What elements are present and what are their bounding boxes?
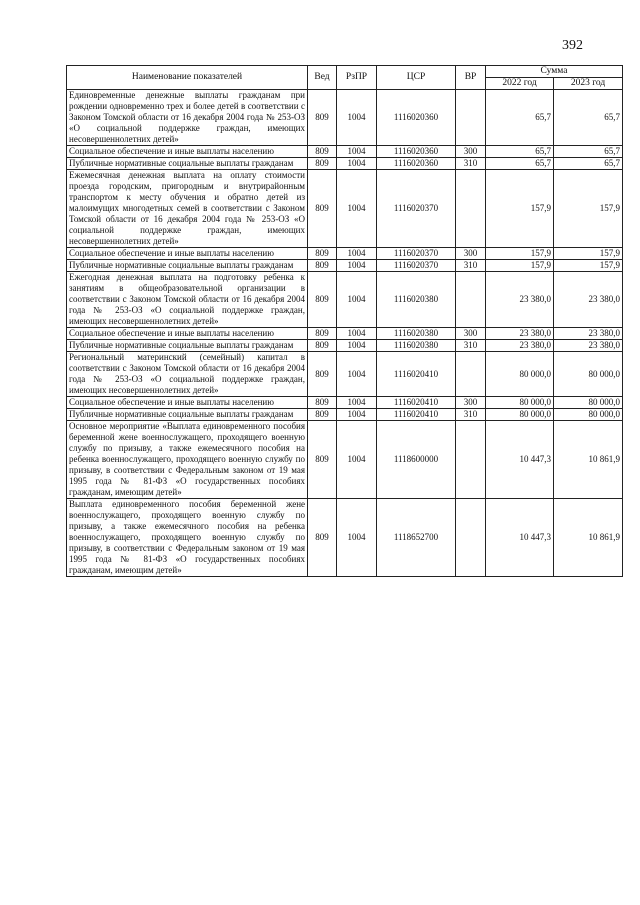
table-row bbox=[67, 397, 623, 409]
row-name-cell: Социальное обеспечение и иные выплаты населению bbox=[67, 397, 308, 409]
row-vr-cell: 300 bbox=[456, 397, 486, 409]
row-rzpr-cell: 1004 bbox=[337, 260, 377, 272]
header-ved: Вед bbox=[308, 66, 337, 90]
row-csr-cell: 1116020380 bbox=[377, 272, 456, 328]
row-sum-2022-cell: 23 380,0 bbox=[486, 340, 554, 352]
row-ved-cell: 809 bbox=[308, 260, 337, 272]
table-row bbox=[67, 90, 623, 146]
header-year-2023: 2023 год bbox=[554, 78, 623, 90]
table-row bbox=[67, 421, 623, 499]
table-row bbox=[67, 248, 623, 260]
row-ved-cell: 809 bbox=[308, 499, 337, 577]
row-vr-cell: 300 bbox=[456, 328, 486, 340]
row-sum-2023-cell: 10 861,9 bbox=[554, 499, 623, 577]
header-csr: ЦСР bbox=[377, 66, 456, 90]
row-ved-cell: 809 bbox=[308, 158, 337, 170]
row-csr-cell: 1116020360 bbox=[377, 90, 456, 146]
row-vr-cell bbox=[456, 90, 486, 146]
header-sum: Сумма bbox=[486, 66, 623, 78]
row-rzpr-cell: 1004 bbox=[337, 272, 377, 328]
row-csr-cell: 1116020380 bbox=[377, 340, 456, 352]
header-rzpr: РзПР bbox=[337, 66, 377, 90]
table-row bbox=[67, 146, 623, 158]
row-vr-cell: 300 bbox=[456, 248, 486, 260]
row-sum-2022-cell: 65,7 bbox=[486, 146, 554, 158]
row-vr-cell: 310 bbox=[456, 340, 486, 352]
row-vr-cell bbox=[456, 421, 486, 499]
row-rzpr-cell: 1004 bbox=[337, 409, 377, 421]
row-rzpr-cell: 1004 bbox=[337, 421, 377, 499]
row-vr-cell bbox=[456, 272, 486, 328]
row-rzpr-cell: 1004 bbox=[337, 397, 377, 409]
row-sum-2022-cell: 157,9 bbox=[486, 248, 554, 260]
budget-table bbox=[66, 65, 623, 577]
row-name-cell: Социальное обеспечение и иные выплаты населению bbox=[67, 248, 308, 260]
row-sum-2022-cell: 80 000,0 bbox=[486, 397, 554, 409]
row-sum-2022-cell: 65,7 bbox=[486, 90, 554, 146]
row-rzpr-cell: 1004 bbox=[337, 90, 377, 146]
table-row bbox=[67, 272, 623, 328]
row-csr-cell: 1116020370 bbox=[377, 248, 456, 260]
row-sum-2023-cell: 10 861,9 bbox=[554, 421, 623, 499]
row-vr-cell bbox=[456, 170, 486, 248]
row-ved-cell: 809 bbox=[308, 340, 337, 352]
table-row bbox=[67, 340, 623, 352]
row-rzpr-cell: 1004 bbox=[337, 248, 377, 260]
row-csr-cell: 1116020410 bbox=[377, 352, 456, 397]
row-sum-2023-cell: 65,7 bbox=[554, 158, 623, 170]
row-ved-cell: 809 bbox=[308, 90, 337, 146]
row-name-cell: Основное мероприятие «Выплата единовременного пособия беременной жене военнослужащего, проходящего военную службу по призыву, а также ежемесячного пособия на ребенка военнослужащего, проходящего военную службу по призыву, в соответствии с Федеральным законом от 19 мая 1995 года № 81-ФЗ «О государственных пособиях гражданам, имеющим детей» bbox=[67, 421, 308, 499]
row-csr-cell: 1116020370 bbox=[377, 170, 456, 248]
row-ved-cell: 809 bbox=[308, 272, 337, 328]
header-vr: ВР bbox=[456, 66, 486, 90]
row-sum-2022-cell: 65,7 bbox=[486, 158, 554, 170]
row-name-cell: Единовременные денежные выплаты гражданам при рождении одновременно трех и более детей в соответствии с Законом Томской области от 16 декабря 2004 года № 253-ОЗ «О социальной поддержке граждан, имеющих несовершеннолетних детей» bbox=[67, 90, 308, 146]
table-row bbox=[67, 499, 623, 577]
row-csr-cell: 1116020410 bbox=[377, 397, 456, 409]
row-ved-cell: 809 bbox=[308, 421, 337, 499]
row-sum-2023-cell: 23 380,0 bbox=[554, 340, 623, 352]
row-csr-cell: 1116020380 bbox=[377, 328, 456, 340]
table-body bbox=[67, 90, 623, 577]
row-name-cell: Публичные нормативные социальные выплаты гражданам bbox=[67, 158, 308, 170]
row-name-cell: Публичные нормативные социальные выплаты гражданам bbox=[67, 340, 308, 352]
row-csr-cell: 1118600000 bbox=[377, 421, 456, 499]
row-name-cell: Публичные нормативные социальные выплаты гражданам bbox=[67, 260, 308, 272]
row-sum-2023-cell: 157,9 bbox=[554, 260, 623, 272]
row-vr-cell: 310 bbox=[456, 260, 486, 272]
row-name-cell: Социальное обеспечение и иные выплаты населению bbox=[67, 146, 308, 158]
row-ved-cell: 809 bbox=[308, 409, 337, 421]
row-sum-2022-cell: 157,9 bbox=[486, 170, 554, 248]
row-sum-2022-cell: 23 380,0 bbox=[486, 272, 554, 328]
header-year-2022: 2022 год bbox=[486, 78, 554, 90]
row-csr-cell: 1118652700 bbox=[377, 499, 456, 577]
row-csr-cell: 1116020360 bbox=[377, 146, 456, 158]
row-ved-cell: 809 bbox=[308, 328, 337, 340]
row-sum-2022-cell: 80 000,0 bbox=[486, 409, 554, 421]
row-sum-2023-cell: 65,7 bbox=[554, 90, 623, 146]
row-vr-cell: 300 bbox=[456, 146, 486, 158]
row-ved-cell: 809 bbox=[308, 248, 337, 260]
row-vr-cell: 310 bbox=[456, 158, 486, 170]
row-rzpr-cell: 1004 bbox=[337, 328, 377, 340]
row-sum-2022-cell: 10 447,3 bbox=[486, 499, 554, 577]
row-name-cell: Выплата единовременного пособия беременной жене военнослужащего, проходящего военную службу по призыву, а также ежемесячного пособия на ребенка военнослужащего, проходящего военную службу по призыву, в соответствии с Федеральным законом от 19 мая 1995 года № 81-ФЗ «О государственных пособиях гражданам, имеющим детей» bbox=[67, 499, 308, 577]
table-row bbox=[67, 409, 623, 421]
row-name-cell: Социальное обеспечение и иные выплаты населению bbox=[67, 328, 308, 340]
row-sum-2023-cell: 80 000,0 bbox=[554, 397, 623, 409]
row-rzpr-cell: 1004 bbox=[337, 146, 377, 158]
row-rzpr-cell: 1004 bbox=[337, 158, 377, 170]
row-ved-cell: 809 bbox=[308, 397, 337, 409]
row-sum-2022-cell: 10 447,3 bbox=[486, 421, 554, 499]
row-sum-2023-cell: 23 380,0 bbox=[554, 328, 623, 340]
row-rzpr-cell: 1004 bbox=[337, 499, 377, 577]
table-row bbox=[67, 260, 623, 272]
row-sum-2022-cell: 80 000,0 bbox=[486, 352, 554, 397]
table-row bbox=[67, 352, 623, 397]
table-row bbox=[67, 170, 623, 248]
row-csr-cell: 1116020410 bbox=[377, 409, 456, 421]
row-name-cell: Ежемесячная денежная выплата на оплату стоимости проезда городским, пригородным и внутрирайонным транспортом к месту обучения и обратно детей из малоимущих многодетных семей в соответствии с Законом Томской области от 16 декабря 2004 года № 253-ОЗ «О социальной поддержке граждан, имеющих несовершеннолетних детей» bbox=[67, 170, 308, 248]
row-sum-2023-cell: 157,9 bbox=[554, 248, 623, 260]
row-rzpr-cell: 1004 bbox=[337, 352, 377, 397]
header-name: Наименование показателей bbox=[67, 66, 308, 90]
row-rzpr-cell: 1004 bbox=[337, 340, 377, 352]
row-ved-cell: 809 bbox=[308, 146, 337, 158]
row-rzpr-cell: 1004 bbox=[337, 170, 377, 248]
row-csr-cell: 1116020360 bbox=[377, 158, 456, 170]
row-sum-2023-cell: 157,9 bbox=[554, 170, 623, 248]
table-row bbox=[67, 328, 623, 340]
row-sum-2022-cell: 23 380,0 bbox=[486, 328, 554, 340]
row-sum-2023-cell: 80 000,0 bbox=[554, 409, 623, 421]
row-sum-2023-cell: 65,7 bbox=[554, 146, 623, 158]
row-vr-cell: 310 bbox=[456, 409, 486, 421]
row-ved-cell: 809 bbox=[308, 170, 337, 248]
row-sum-2023-cell: 23 380,0 bbox=[554, 272, 623, 328]
page-number: 392 bbox=[562, 38, 583, 53]
row-csr-cell: 1116020370 bbox=[377, 260, 456, 272]
row-name-cell: Ежегодная денежная выплата на подготовку ребенка к занятиям в общеобразовательной организации в соответствии с Законом Томской области от 16 декабря 2004 года № 253-ОЗ «О социальной поддержке граждан, имеющих несовершеннолетних детей» bbox=[67, 272, 308, 328]
row-name-cell: Публичные нормативные социальные выплаты гражданам bbox=[67, 409, 308, 421]
row-ved-cell: 809 bbox=[308, 352, 337, 397]
row-sum-2022-cell: 157,9 bbox=[486, 260, 554, 272]
row-vr-cell bbox=[456, 352, 486, 397]
row-name-cell: Региональный материнский (семейный) капитал в соответствии с Законом Томской области от 16 декабря 2004 года № 253-ОЗ «О социальной поддержке граждан, имеющих несовершеннолетних детей» bbox=[67, 352, 308, 397]
row-vr-cell bbox=[456, 499, 486, 577]
table-row bbox=[67, 158, 623, 170]
row-sum-2023-cell: 80 000,0 bbox=[554, 352, 623, 397]
